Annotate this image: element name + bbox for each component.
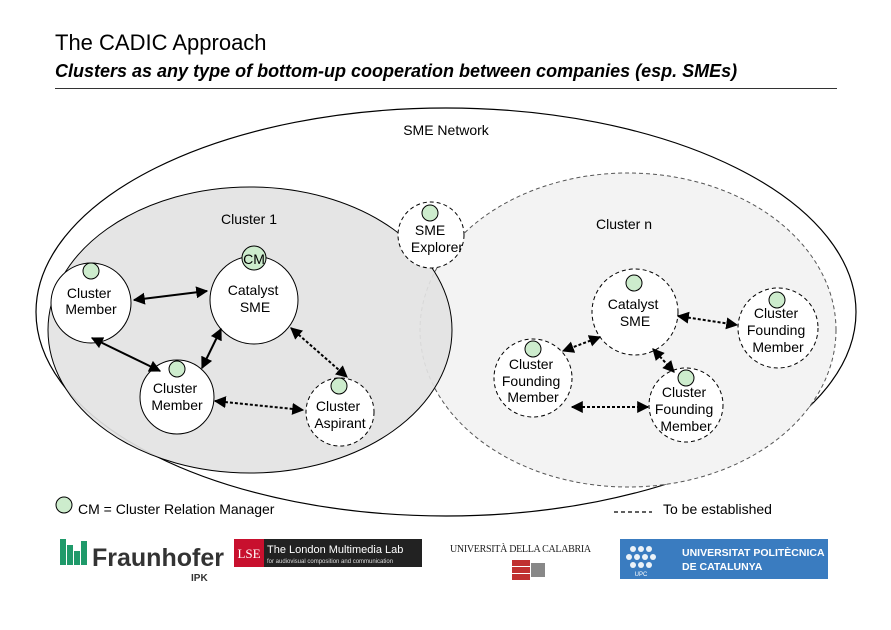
c1-member-left-label: Cluster Member bbox=[65, 285, 117, 317]
network-label: SME Network bbox=[403, 122, 489, 138]
fraunhofer-logo bbox=[60, 539, 224, 584]
cn-founding-left-dot bbox=[525, 341, 541, 357]
svg-text:UPC: UPC bbox=[634, 572, 648, 578]
cm-label: CM bbox=[243, 251, 265, 267]
legend-cm-text: CM = Cluster Relation Manager bbox=[78, 501, 275, 517]
svg-text:The London Multimedia Lab: The London Multimedia Lab bbox=[267, 544, 404, 556]
explorer-dot bbox=[422, 205, 438, 221]
cn-catalyst-dot bbox=[626, 275, 642, 291]
svg-text:Fraunhofer: Fraunhofer bbox=[92, 544, 224, 572]
svg-text:for audiovisual composition an: for audiovisual composition and communication bbox=[267, 559, 394, 565]
explorer-label: SME Explorer bbox=[410, 222, 464, 255]
c1-member-bottom-dot bbox=[169, 361, 185, 377]
svg-text:DE CATALUNYA: DE CATALUNYA bbox=[682, 561, 763, 573]
legend-dot bbox=[56, 497, 72, 513]
svg-text:UNIVERSITAT POLITÈCNICA: UNIVERSITAT POLITÈCNICA bbox=[682, 547, 825, 559]
lse-logo bbox=[234, 539, 422, 567]
c1-member-left-dot bbox=[83, 263, 99, 279]
svg-text:LSE: LSE bbox=[237, 546, 261, 561]
cn-founding-left-label: Cluster Founding Member bbox=[501, 356, 561, 405]
aspirant-label: Cluster Aspirant bbox=[314, 398, 366, 431]
legend-dashed-text: To be established bbox=[663, 501, 772, 517]
cn-catalyst-label: Catalyst SME bbox=[607, 296, 659, 329]
cluster-1-label: Cluster 1 bbox=[220, 211, 278, 227]
cn-founding-right-label: Cluster Founding Member bbox=[746, 305, 806, 355]
c1-catalyst-label: Catalyst SME bbox=[227, 282, 279, 315]
page-subtitle: Clusters as any type of bottom-up cooperation between companies (esp. SMEs) bbox=[55, 61, 738, 81]
upc-logo bbox=[620, 539, 828, 579]
cluster-n-label: Cluster n bbox=[595, 216, 653, 232]
page-title: The CADIC Approach bbox=[55, 30, 267, 55]
c1-member-bottom-label: Cluster Member bbox=[151, 380, 203, 413]
calabria-logo bbox=[450, 543, 592, 580]
svg-text:IPK: IPK bbox=[191, 573, 208, 584]
svg-text:UNIVERSITÀ DELLA CALABRIA: UNIVERSITÀ DELLA CALABRIA bbox=[450, 544, 591, 555]
aspirant-dot bbox=[331, 378, 347, 394]
cn-founding-bottom-label: Cluster Founding Member bbox=[654, 384, 714, 434]
